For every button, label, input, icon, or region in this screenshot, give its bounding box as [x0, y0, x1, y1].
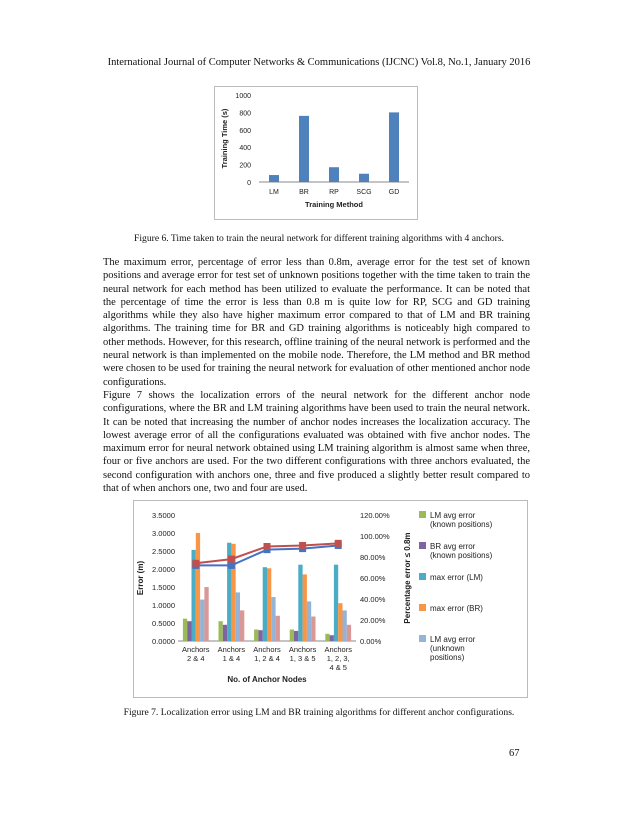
y-axis-title: Training Time (s) — [220, 108, 229, 169]
y-tick-label: 2.0000 — [152, 565, 175, 574]
legend-swatch — [419, 635, 426, 642]
x-tick-label: 1, 3 & 5 — [289, 654, 316, 663]
x-tick-label: 1, 2, 3, — [326, 654, 350, 663]
bar — [389, 112, 399, 182]
bar — [240, 610, 244, 641]
y-tick-label: 3.5000 — [152, 511, 175, 520]
legend-label: max error (BR) — [430, 604, 483, 613]
bar — [267, 568, 271, 641]
bar — [263, 567, 267, 641]
y-tick-label: 0.0000 — [152, 637, 175, 646]
line-marker — [228, 556, 235, 563]
journal-header: International Journal of Computer Networks & Communications (IJCNC) Vol.8, No.1, January 2016 — [107, 57, 531, 68]
legend-swatch — [419, 573, 426, 580]
x-tick-label: LM — [269, 189, 279, 196]
legend-label: LM avg error — [430, 511, 476, 520]
bar — [294, 631, 298, 641]
x-tick-label: SCG — [356, 189, 372, 196]
bar — [334, 565, 338, 641]
x-tick-label: RP — [329, 189, 339, 196]
bar — [236, 592, 240, 641]
bar — [311, 617, 315, 641]
legend-label: (known positions) — [430, 520, 493, 529]
bar — [200, 600, 204, 641]
bar — [187, 621, 191, 641]
line-marker — [264, 543, 271, 550]
figure-7-caption: Figure 7. Localization error using LM and BR training algorithms for different anchor configurations. — [123, 707, 515, 718]
y-tick-label: 2.5000 — [152, 547, 175, 556]
y-tick-label: 1000 — [235, 93, 251, 100]
x-tick-label: 1, 2 & 4 — [254, 654, 280, 663]
legend-label: LM avg error — [430, 635, 476, 644]
legend-label: max error (LM) — [430, 573, 483, 582]
y-tick-label: 1.5000 — [152, 583, 175, 592]
x-tick-label: Anchors — [288, 645, 317, 654]
bar — [183, 619, 187, 641]
bar — [298, 565, 302, 641]
bar — [269, 175, 279, 182]
x-tick-label: 2 & 4 — [187, 654, 205, 663]
x-axis-title: No. of Anchor Nodes — [227, 675, 307, 684]
bar — [303, 574, 307, 641]
legend-swatch — [419, 604, 426, 611]
paragraph-1: The maximum error, percentage of error less than 0.8m, average error for the test set of known positions and average error for test set of unknown positions together with the time taken to train the neural network for each method has been utilized to evaluate the performance. It can be noted that the percentage of time the error is less than 0.8 m is quite low for RP, SCG and GD training algorithms while they also have higher maximum error compared to that of LM and BR training algorithms. The training time for BR and GD training algorithms is noticeably high compared to other methods. However, for this research, offline training of the neural network is performed and the neural network is than implemented on the mobile node. Therefore, the LM method and BR method were chosen to be used for training the neural network for evaluation of other mentioned anchor node configurations. — [103, 257, 530, 388]
bar — [223, 625, 227, 641]
legend-label: positions) — [430, 653, 465, 662]
y2-tick-label: 120.00% — [360, 511, 390, 520]
bar — [254, 629, 258, 641]
y-tick-label: 0 — [247, 180, 251, 187]
bar — [258, 630, 262, 641]
figure-6-caption: Figure 6. Time taken to train the neural network for different training algorithms with 4 anchors. — [134, 233, 504, 244]
bar — [271, 597, 275, 641]
bar — [307, 601, 311, 641]
y-tick-label: 3.0000 — [152, 529, 175, 538]
x-tick-label: GD — [388, 189, 400, 196]
x-tick-label: 4 & 5 — [329, 663, 347, 672]
legend-label: (known positions) — [430, 551, 493, 560]
legend-label: (unknown — [430, 644, 465, 653]
bar — [329, 167, 339, 182]
page-number: 67 — [509, 748, 520, 759]
legend-swatch — [419, 542, 426, 549]
figure-6-svg — [215, 87, 417, 219]
bar — [330, 635, 334, 641]
paragraph-2: Figure 7 shows the localization errors of the neural network for the different anchor node configurations, where the BR and LM training algorithms have been used to train the neural network. It can be noted that increasing the number of anchor nodes increases the localization accuracy. The lowest average error of all the configurations evaluated was obtained with five anchor nodes. The maximum error for neural network obtained using LM training algorithm is almost same when three, four or five anchors are used. For the two different configurations with three anchors evaluated, the second configuration with anchors one, three and five produced a slightly better result compared to that of when anchors one, two and four are used. — [103, 390, 530, 495]
figure-7-chart — [133, 500, 528, 698]
y2-axis-title: Percentage error ≤ 0.8m — [403, 532, 412, 624]
bar — [359, 174, 369, 182]
x-tick-label: Anchors — [253, 645, 281, 654]
bar — [219, 621, 223, 641]
bar — [276, 616, 280, 641]
bar — [325, 634, 329, 641]
line-marker — [192, 560, 199, 567]
legend-swatch — [419, 511, 426, 518]
y-tick-label: 0.5000 — [152, 619, 175, 628]
bar — [204, 587, 208, 641]
bar — [299, 116, 309, 182]
bar — [290, 629, 294, 641]
x-axis-title: Training Method — [305, 200, 363, 209]
y-tick-label: 400 — [239, 145, 251, 153]
line-marker — [335, 540, 342, 547]
y2-tick-label: 100.00% — [360, 532, 390, 541]
y2-tick-label: 40.00% — [360, 595, 386, 604]
y-axis-title: Error (m) — [136, 560, 145, 596]
x-tick-label: 1 & 4 — [222, 654, 241, 663]
x-tick-label: BR — [299, 189, 309, 196]
y2-tick-label: 80.00% — [360, 553, 386, 562]
y-tick-label: 200 — [239, 162, 251, 170]
bar — [347, 625, 351, 641]
line-marker — [299, 542, 306, 549]
y2-tick-label: 0.00% — [360, 637, 382, 646]
figure-6-chart — [214, 86, 418, 220]
bar — [343, 610, 347, 641]
y-tick-label: 1.0000 — [152, 601, 175, 610]
bar — [338, 603, 342, 641]
x-tick-label: Anchors — [182, 645, 210, 654]
bar — [196, 533, 200, 641]
legend-label: BR avg error — [430, 542, 476, 551]
x-tick-label: Anchors — [217, 645, 246, 654]
y-tick-label: 600 — [239, 127, 251, 135]
line-marker — [228, 562, 235, 569]
y2-tick-label: 20.00% — [360, 616, 386, 625]
y-tick-label: 800 — [239, 110, 251, 118]
y2-tick-label: 60.00% — [360, 574, 386, 583]
x-tick-label: Anchors — [324, 645, 352, 654]
figure-7-svg — [134, 501, 527, 697]
